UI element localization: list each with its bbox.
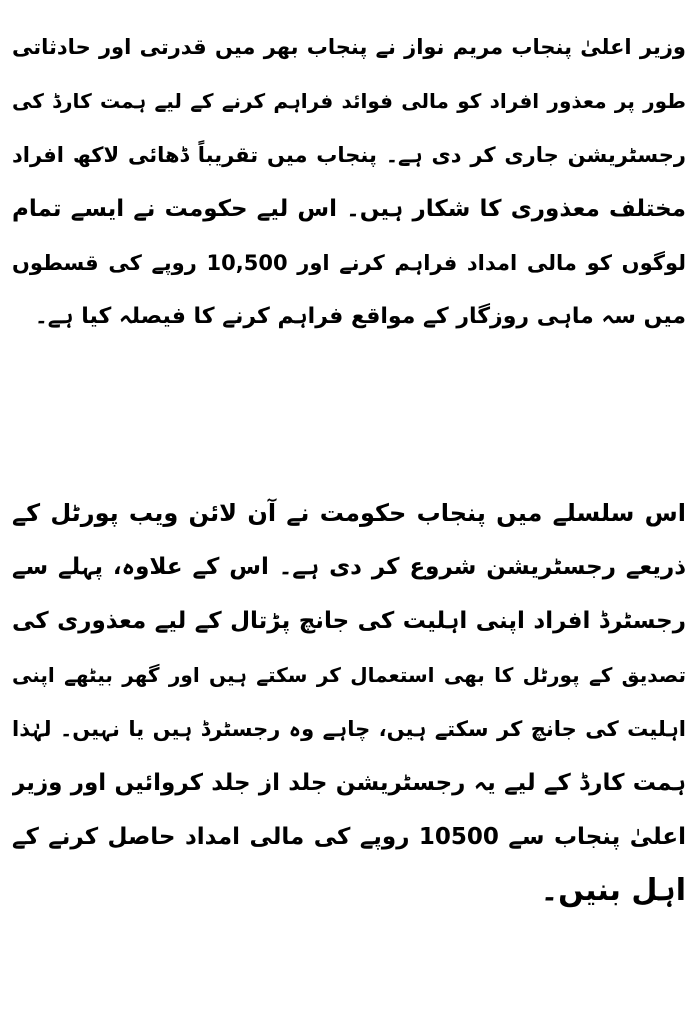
text-line: مختلف معذوری کا شکار ہیں۔ اس لیے حکومت نے ایسے تمام bbox=[12, 196, 686, 222]
text-line: ذریعے رجسٹریشن شروع کر دی ہے۔ اس کے علاوہ، پہلے سے bbox=[12, 554, 686, 580]
paragraph-1 bbox=[12, 20, 686, 344]
text-line: اہلیت کی جانچ کر سکتے ہیں، چاہے وہ رجسٹرڈ ہیں یا نہیں۔ لہٰذا bbox=[12, 717, 686, 741]
text-line: رجسٹریشن جاری کر دی ہے۔ پنجاب میں تقریباً ڈھائی لاکھ افراد bbox=[12, 143, 686, 167]
text-line: وزیر اعلیٰ پنجاب مریم نواز نے پنجاب بھر میں قدرتی اور حادثاتی bbox=[12, 35, 686, 59]
text-line: اہل بنیں۔ bbox=[540, 873, 686, 908]
text-line: ہمت کارڈ کے لیے یہ رجسٹریشن جلد از جلد کروائیں اور وزیر bbox=[12, 770, 686, 796]
text-line: لوگوں کو مالی امداد فراہم کرنے اور 10,500 روپے کی قسطوں bbox=[12, 251, 686, 275]
text-line: اس سلسلے میں پنجاب حکومت نے آن لائن ویب پورٹل کے bbox=[12, 499, 686, 527]
text-line: اعلیٰ پنجاب سے 10500 روپے کی مالی امداد حاصل کرنے کے bbox=[12, 824, 686, 850]
text-line: میں سہ ماہی روزگار کے مواقع فراہم کرنے کا فیصلہ کیا ہے۔ bbox=[34, 304, 686, 329]
text-line: طور پر معذور افراد کو مالی فوائد فراہم کرنے کے لیے ہمت کارڈ کی bbox=[12, 89, 686, 113]
text-line: رجسٹرڈ افراد اپنی اہلیت کی جانچ پڑتال کے لیے معذوری کی bbox=[12, 608, 686, 634]
paragraph-2 bbox=[12, 486, 686, 918]
text-line: تصدیق کے پورٹل کا بھی استعمال کر سکتے ہیں اور گھر بیٹھے اپنی bbox=[12, 663, 686, 687]
